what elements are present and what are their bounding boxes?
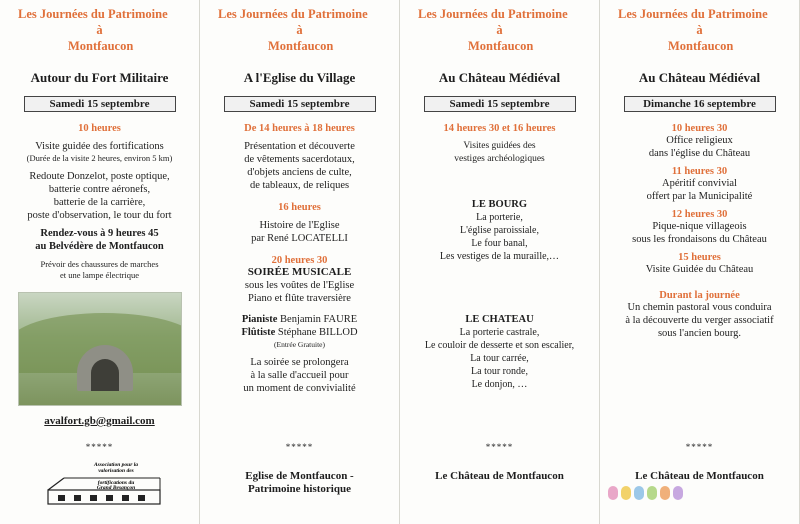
- text-line: Présentation et découverte: [244, 141, 355, 152]
- chateau-title: LE CHATEAU: [465, 314, 534, 325]
- fort-photo: [18, 292, 182, 406]
- time-label: Durant la journée: [659, 290, 740, 301]
- text-line: Le donjon, …: [471, 379, 528, 390]
- event-header: [406, 6, 593, 54]
- place-line: Redoute Donzelot, poste optique,: [29, 171, 170, 182]
- flutist: [206, 326, 393, 339]
- panel-title: Autour du Fort Militaire: [30, 70, 169, 85]
- bourg-title: LE BOURG: [471, 199, 528, 210]
- bourg-list: [406, 211, 593, 263]
- pianist-label: Pianiste: [241, 314, 278, 325]
- panel-title: Au Château Médiéval: [438, 70, 561, 85]
- panel-footer: Le Château de Montfaucon: [635, 470, 764, 482]
- text-line: de tableaux, de reliques: [249, 180, 350, 191]
- stars-divider: *****: [85, 442, 114, 452]
- dot: [634, 486, 644, 500]
- text-line: La porterie castrale,: [459, 327, 540, 338]
- time-label: 15 heures: [678, 252, 721, 263]
- text-line: La tour carrée,: [470, 353, 529, 364]
- text-line: Le couloir de desserte et son escalier,: [424, 340, 575, 351]
- time-label: 20 heures 30: [271, 255, 328, 266]
- text-line: sous les frondaisons du Château: [632, 234, 767, 245]
- time-label: 11 heures 30: [671, 166, 728, 177]
- text-line: à la salle d'accueil pour: [250, 370, 349, 381]
- reception-text: [206, 356, 393, 395]
- date-box: Samedi 15 septembre: [224, 96, 376, 112]
- dot: [673, 486, 683, 500]
- text-line: vestiges archéologiques: [454, 154, 545, 164]
- time-label: 10 heures 30: [671, 123, 728, 134]
- time-label: 10 heures: [78, 123, 121, 134]
- flutist-name: Stéphane BILLOD: [277, 327, 358, 338]
- rdv-line: au Belvédère de Montfaucon: [35, 241, 164, 252]
- visit-text: Visite guidée des fortifications: [35, 141, 164, 152]
- text-line: sous l'ancien bourg.: [657, 328, 742, 339]
- text-line: Le four banal,: [471, 238, 528, 249]
- date-box: Samedi 15 septembre: [424, 96, 576, 112]
- text-line: Un chemin pastoral vous conduira: [627, 302, 772, 313]
- panel-fort: [0, 0, 200, 524]
- footer-line: Patrimoine historique: [248, 483, 351, 495]
- text-line: Office religieux: [666, 135, 733, 146]
- visit-note: (Durée de la visite 2 heures, environ 5 km): [26, 153, 173, 163]
- svg-text:Grand Besançon: Grand Besançon: [96, 485, 136, 491]
- date-box: Dimanche 16 septembre: [624, 96, 776, 112]
- description: [206, 140, 393, 192]
- chateau-list: [406, 326, 593, 391]
- text-line: Apéritif convivial: [662, 178, 737, 189]
- panel-chateau-samedi: [400, 0, 600, 524]
- time-label: 12 heures 30: [671, 209, 728, 220]
- entry-note: (Entrée Gratuite): [273, 340, 325, 349]
- event-header: [606, 6, 793, 54]
- time-label: 14 heures 30 et 16 heures: [443, 123, 556, 134]
- time-label: 16 heures: [278, 202, 321, 213]
- text-line: La porterie,: [476, 212, 523, 223]
- email-link[interactable]: avalfort.gb@gmail.com: [44, 415, 155, 427]
- dot: [621, 486, 631, 500]
- text-line: un moment de convivialité: [243, 383, 356, 394]
- event-header: [206, 6, 393, 54]
- rendezvous: [6, 227, 193, 253]
- header-line3: Montfaucon: [668, 39, 734, 53]
- panel-chateau-dimanche: [600, 0, 800, 524]
- time-label: De 14 heures à 18 heures: [244, 123, 355, 134]
- header-line1: Les Journées du Patrimoine: [418, 7, 568, 21]
- event-header: [6, 6, 193, 54]
- pianist-name: Benjamin FAURE: [280, 314, 358, 325]
- panel-title: A l'Eglise du Village: [243, 70, 356, 85]
- svg-text:valorisation des: valorisation des: [98, 468, 134, 474]
- text-line: Pique-nique villageois: [652, 221, 747, 232]
- text-line: L'église paroissiale,: [460, 225, 539, 236]
- advice-line: et une lampe électrique: [59, 270, 140, 280]
- svg-text:fortifications du: fortifications du: [97, 480, 135, 486]
- rdv-line: Rendez-vous à 9 heures 45: [40, 228, 159, 239]
- flutist-label: Flûtiste: [241, 327, 276, 338]
- visit-desc: [406, 140, 593, 166]
- fortifications-logo: [44, 460, 164, 510]
- pianist: [206, 313, 393, 326]
- panel-footer: Le Château de Montfaucon: [435, 470, 564, 482]
- text-line: Les vestiges de la muraille,…: [439, 251, 560, 262]
- panel-eglise: [200, 0, 400, 524]
- header-line2: à: [96, 23, 103, 37]
- text-line: La tour ronde,: [471, 366, 528, 377]
- text-line: La soirée se prolongera: [250, 357, 349, 368]
- dot: [608, 486, 618, 500]
- advice-line: Prévoir des chaussures de marches: [40, 259, 159, 269]
- header-line2: à: [296, 23, 303, 37]
- text-line: Histoire de l'Eglise: [259, 220, 340, 231]
- advice: [6, 259, 193, 281]
- schedule: [606, 123, 793, 276]
- text-line: à la découverte du verger associatif: [625, 315, 774, 326]
- concert-desc: [206, 279, 393, 305]
- place-line: batterie contre aéronefs,: [48, 184, 151, 195]
- header-line3: Montfaucon: [268, 39, 334, 53]
- text-line: Piano et flûte traversière: [248, 293, 351, 304]
- panel-title: Au Château Médiéval: [638, 70, 761, 85]
- header-line3: Montfaucon: [68, 39, 134, 53]
- text-line: Visites guidées des: [463, 141, 536, 151]
- text-line: dans l'église du Château: [648, 148, 751, 159]
- history-talk: [206, 219, 393, 245]
- text-line: de vêtements sacerdotaux,: [244, 154, 355, 165]
- place-line: poste d'observation, le tour du fort: [27, 210, 172, 221]
- header-line2: à: [696, 23, 703, 37]
- dot: [660, 486, 670, 500]
- text-line: par René LOCATELLI: [251, 233, 348, 244]
- stars-divider: *****: [685, 442, 714, 452]
- stars-divider: *****: [485, 442, 514, 452]
- date-box: Samedi 15 septembre: [24, 96, 176, 112]
- header-line2: à: [496, 23, 503, 37]
- text-line: offert par la Municipalité: [646, 191, 753, 202]
- footer-line: Eglise de Montfaucon -: [245, 470, 354, 482]
- panel-footer: [200, 470, 399, 496]
- places-list: [6, 170, 193, 222]
- dot: [647, 486, 657, 500]
- text-line: sous les voûtes de l'Eglise: [244, 280, 355, 291]
- decorative-dots: [608, 486, 683, 500]
- header-line1: Les Journées du Patrimoine: [218, 7, 368, 21]
- header-line1: Les Journées du Patrimoine: [618, 7, 768, 21]
- text-line: d'objets anciens de culte,: [247, 167, 352, 178]
- header-line3: Montfaucon: [468, 39, 534, 53]
- header-line1: Les Journées du Patrimoine: [18, 7, 168, 21]
- place-line: batterie de la carrière,: [53, 197, 146, 208]
- concert-title: SOIRÉE MUSICALE: [247, 266, 352, 278]
- svg-text:Association pour la: Association pour la: [93, 462, 139, 468]
- stars-divider: *****: [285, 442, 314, 452]
- text-line: Visite Guidée du Château: [645, 264, 754, 275]
- pastoral-text: [606, 301, 793, 340]
